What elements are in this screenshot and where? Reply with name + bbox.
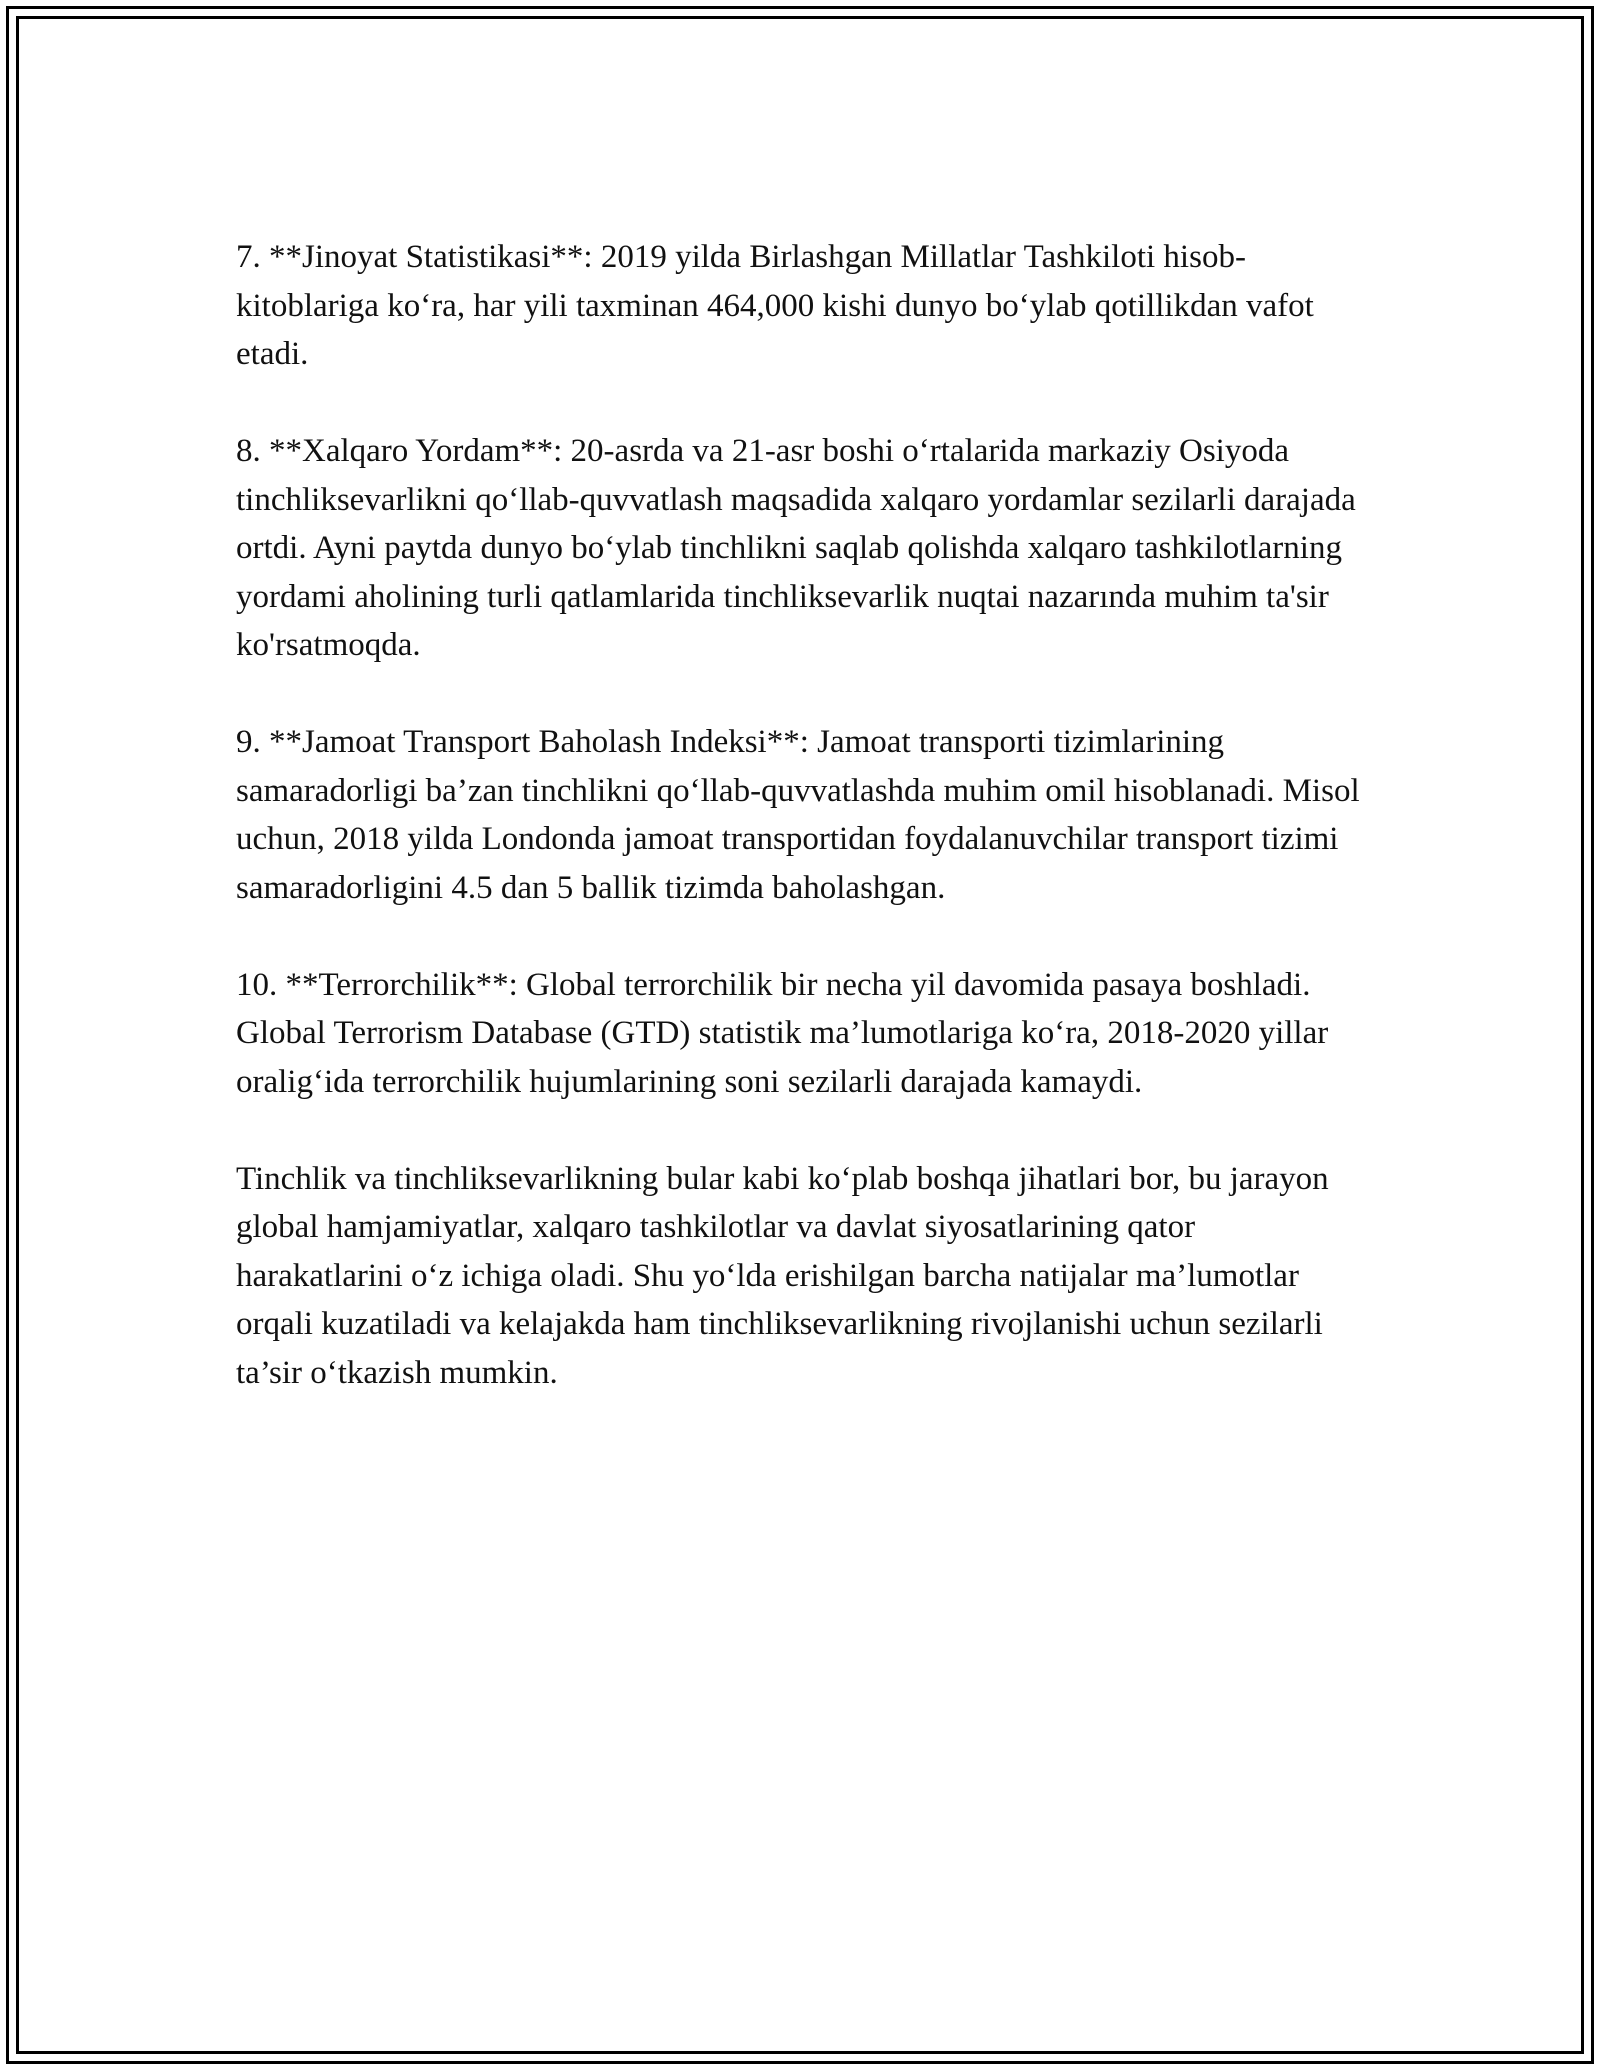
paragraph-international-aid: 8. **Xalqaro Yordam**: 20-asrda va 21-asr boshi o‘rtalarida markaziy Osiyoda tinchliksevarlikni qo‘llab-quvvatlash maqsadida xalqaro yordamlar sezilarli darajada ortdi. Ayni paytda dunyo bo‘ylab tinchlikni saqlab qolishda xalqaro tashkilotlarning yordami aholining turli qatlamlarida tinchliksevarlik nuqtai nazarında muhim ta'sir ko'rsatmoqda.: [236, 433, 1356, 663]
paragraph-public-transport-index: 9. **Jamoat Transport Baholash Indeksi**: Jamoat transporti tizimlarining samaradorligi ba’zan tinchlikni qo‘llab-quvvatlashda muhim omil hisoblanadi. Misol uchun, 2018 yilda Londonda jamoat transportidan foydalanuvchilar transport tizimi samaradorligini 4.5 dan 5 ballik tizimda baholashgan.: [236, 724, 1360, 906]
paragraph-conclusion: Tinchlik va tinchliksevarlikning bular kabi ko‘plab boshqa jihatlari bor, bu jarayon global hamjamiyatlar, xalqaro tashkilotlar va davlat siyosatlarining qator harakatlarini o‘z ichiga oladi. Shu yo‘lda erishilgan barcha natijalar ma’lumotlar orqali kuzatiladi va kelajakda ham tinchliksevarlikning rivojlanishi uchun sezilarli ta’sir o‘tkazish mumkin.: [236, 1160, 1329, 1391]
paragraph-crime-statistics: 7. **Jinoyat Statistikasi**: 2019 yilda Birlashgan Millatlar Tashkiloti hisob-kitoblariga ko‘ra, har yili taxminan 464,000 kishi dunyo bo‘ylab qotillikdan vafot etadi.: [236, 239, 1314, 372]
paragraph-terrorism: 10. **Terrorchilik**: Global terrorchilik bir necha yil davomida pasaya boshladi. Global Terrorism Database (GTD) statistik ma’lumotlariga ko‘ra, 2018-2020 yillar oralig‘ida terrorchilik hujumlarining soni sezilarli darajada kamaydi.: [236, 966, 1329, 1100]
document-body: [236, 233, 1366, 1397]
